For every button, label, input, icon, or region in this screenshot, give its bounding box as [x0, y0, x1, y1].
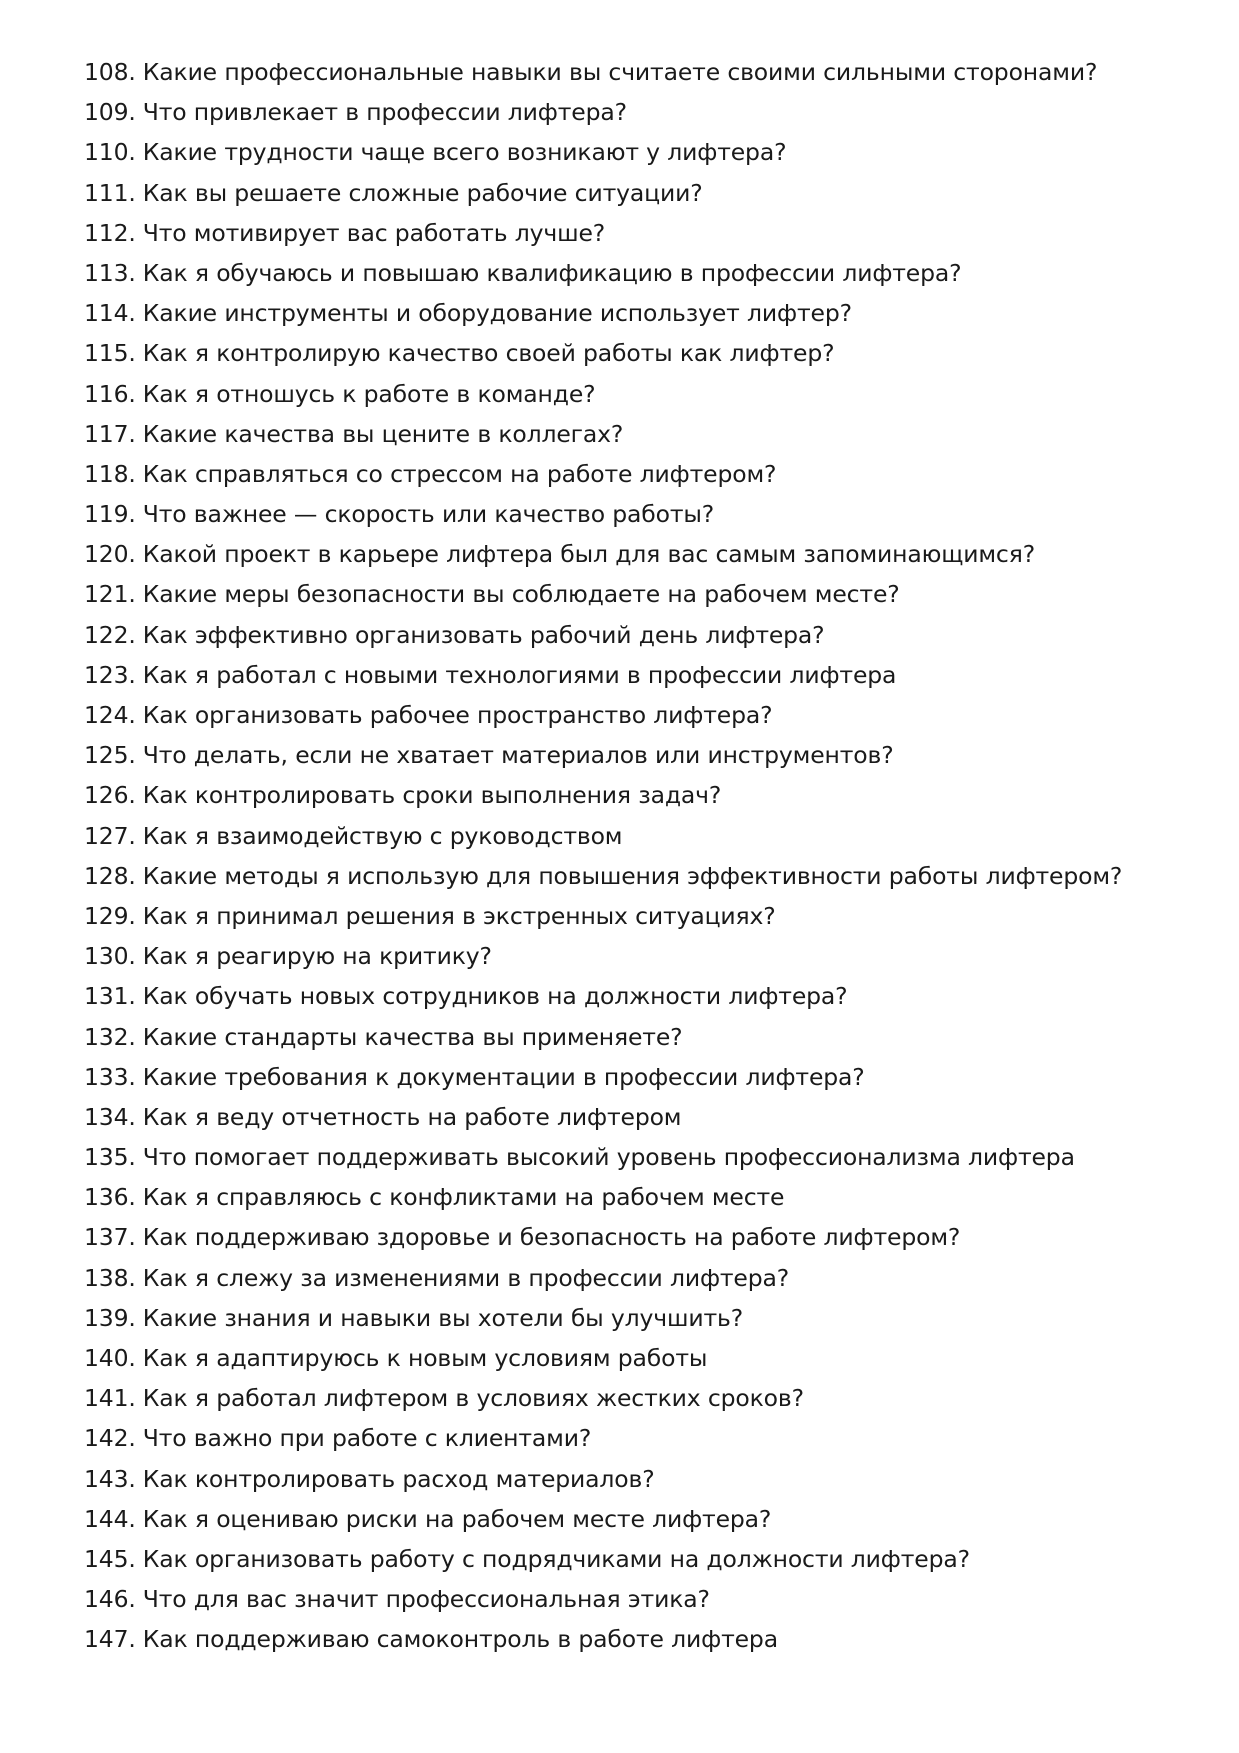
question-number: 132. — [84, 1022, 136, 1051]
question-number: 114. — [84, 299, 136, 328]
question-text: Как справляться со стрессом на работе лифтером? — [142, 459, 777, 488]
question-text: Как я работал с новыми технологиями в профессии лифтера — [142, 660, 897, 689]
question-text: Что привлекает в профессии лифтера? — [142, 98, 627, 127]
question-number: 129. — [84, 901, 136, 930]
question-number: 124. — [84, 701, 136, 729]
question-item — [84, 1384, 1164, 1424]
question-text: Как я реагирую на критику? — [142, 942, 492, 971]
question-item — [84, 1023, 1164, 1063]
question-number: 136. — [84, 1183, 136, 1212]
question-text: Как я отношусь к работе в команде? — [142, 379, 596, 408]
question-text: Как поддерживаю здоровье и безопасность на работе лифтером? — [142, 1223, 961, 1252]
question-text: Как я обучаюсь и повышаю квалификацию в профессии лифтера? — [142, 258, 962, 287]
question-item — [84, 1585, 1164, 1625]
question-text: Что делать, если не хватает материалов или инструментов? — [142, 741, 894, 770]
question-item — [84, 420, 1164, 460]
question-number: 108. — [84, 58, 136, 86]
question-text: Как я адаптируюсь к новым условиям работы — [142, 1344, 708, 1372]
question-item — [84, 1264, 1164, 1304]
question-item — [84, 540, 1164, 580]
question-text: Что мотивирует вас работать лучше? — [142, 218, 606, 247]
question-text: Как эффективно организовать рабочий день лифтера? — [142, 620, 825, 649]
question-text: Как обучать новых сотрудников на должности лифтера? — [142, 982, 848, 1011]
question-item — [84, 1103, 1164, 1143]
question-text: Какие трудности чаще всего возникают у лифтера? — [142, 138, 787, 167]
question-text: Какие знания и навыки вы хотели бы улучшить? — [142, 1303, 744, 1332]
question-text: Как я работал лифтером в условиях жестких сроков? — [142, 1384, 804, 1413]
question-item — [84, 1344, 1164, 1384]
question-number: 134. — [84, 1102, 136, 1131]
question-text: Какие меры безопасности вы соблюдаете на рабочем месте? — [142, 580, 900, 609]
question-number: 147. — [84, 1625, 136, 1654]
question-number: 110. — [84, 138, 136, 167]
question-number: 131. — [84, 982, 136, 1011]
question-number: 115. — [84, 339, 136, 368]
question-item — [84, 1183, 1164, 1223]
question-number: 142. — [84, 1424, 136, 1453]
question-number: 119. — [84, 500, 136, 529]
question-item — [84, 902, 1164, 942]
question-text: Как я принимал решения в экстренных ситуациях? — [142, 901, 776, 930]
question-text: Какие инструменты и оборудование использует лифтер? — [142, 299, 852, 328]
question-item — [84, 1143, 1164, 1183]
question-text: Как я взаимодействую с руководством — [142, 821, 623, 850]
question-item — [84, 661, 1164, 701]
question-item — [84, 58, 1164, 98]
question-text: Что важнее — скорость или качество работы? — [142, 500, 715, 529]
question-text: Как контролировать сроки выполнения задач? — [142, 781, 722, 810]
question-item — [84, 822, 1164, 862]
question-number: 109. — [84, 98, 136, 127]
question-item — [84, 580, 1164, 620]
question-item — [84, 982, 1164, 1022]
question-item — [84, 1063, 1164, 1103]
question-number: 135. — [84, 1143, 136, 1172]
question-text: Что помогает поддерживать высокий уровень профессионализма лифтера — [142, 1143, 1075, 1172]
question-item — [84, 500, 1164, 540]
question-item — [84, 862, 1164, 902]
question-number: 145. — [84, 1544, 136, 1573]
question-text: Какие профессиональные навыки вы считаете своими сильными сторонами? — [142, 58, 1098, 86]
question-number: 138. — [84, 1263, 136, 1292]
question-item — [84, 380, 1164, 420]
question-item — [84, 299, 1164, 339]
question-item — [84, 621, 1164, 661]
question-number: 144. — [84, 1504, 136, 1533]
question-number: 117. — [84, 419, 136, 448]
question-text: Как я веду отчетность на работе лифтером — [142, 1102, 682, 1131]
question-item — [84, 1625, 1164, 1665]
question-item — [84, 339, 1164, 379]
question-number: 146. — [84, 1585, 136, 1614]
question-text: Как организовать работу с подрядчиками на должности лифтера? — [142, 1544, 970, 1573]
question-item — [84, 1304, 1164, 1344]
question-number: 122. — [84, 620, 136, 649]
question-item — [84, 179, 1164, 219]
question-item — [84, 1505, 1164, 1545]
question-number: 113. — [84, 258, 136, 287]
question-text: Что важно при работе с клиентами? — [142, 1424, 592, 1453]
question-text: Как организовать рабочее пространство лифтера? — [142, 701, 773, 729]
question-text: Что для вас значит профессиональная этика? — [142, 1585, 710, 1614]
question-number: 140. — [84, 1344, 136, 1372]
question-number: 143. — [84, 1464, 136, 1493]
question-number: 128. — [84, 861, 136, 890]
question-item — [84, 98, 1164, 138]
question-text: Как я оцениваю риски на рабочем месте лифтера? — [142, 1504, 772, 1533]
question-number: 137. — [84, 1223, 136, 1252]
question-number: 126. — [84, 781, 136, 810]
question-number: 125. — [84, 741, 136, 770]
question-text: Какие требования к документации в профессии лифтера? — [142, 1062, 865, 1091]
question-item — [84, 460, 1164, 500]
question-item — [84, 219, 1164, 259]
question-number: 139. — [84, 1303, 136, 1332]
question-item — [84, 741, 1164, 781]
question-text: Как я слежу за изменениями в профессии лифтера? — [142, 1263, 790, 1292]
question-list — [84, 58, 1164, 1666]
question-text: Какие качества вы цените в коллегах? — [142, 419, 624, 448]
question-number: 118. — [84, 459, 136, 488]
question-item — [84, 781, 1164, 821]
question-number: 133. — [84, 1062, 136, 1091]
question-text: Как я справляюсь с конфликтами на рабочем месте — [142, 1183, 785, 1212]
question-text: Как поддерживаю самоконтроль в работе лифтера — [142, 1625, 778, 1654]
question-text: Какие стандарты качества вы применяете? — [142, 1022, 683, 1051]
question-number: 141. — [84, 1384, 136, 1413]
question-number: 112. — [84, 218, 136, 247]
question-item — [84, 138, 1164, 178]
question-item — [84, 259, 1164, 299]
question-item — [84, 1545, 1164, 1585]
question-text: Какие методы я использую для повышения эффективности работы лифтером? — [142, 861, 1123, 890]
question-item — [84, 701, 1164, 741]
question-number: 111. — [84, 178, 136, 207]
question-number: 123. — [84, 660, 136, 689]
question-text: Как вы решаете сложные рабочие ситуации? — [142, 178, 703, 207]
question-number: 116. — [84, 379, 136, 408]
question-item — [84, 1465, 1164, 1505]
question-item — [84, 1424, 1164, 1464]
question-text: Как контролировать расход материалов? — [142, 1464, 655, 1493]
question-item — [84, 942, 1164, 982]
question-item — [84, 1223, 1164, 1263]
question-text: Какой проект в карьере лифтера был для вас самым запоминающимся? — [142, 540, 1036, 569]
question-number: 121. — [84, 580, 136, 609]
question-text: Как я контролирую качество своей работы как лифтер? — [142, 339, 835, 368]
question-number: 127. — [84, 821, 136, 850]
question-number: 130. — [84, 942, 136, 971]
question-number: 120. — [84, 540, 136, 569]
